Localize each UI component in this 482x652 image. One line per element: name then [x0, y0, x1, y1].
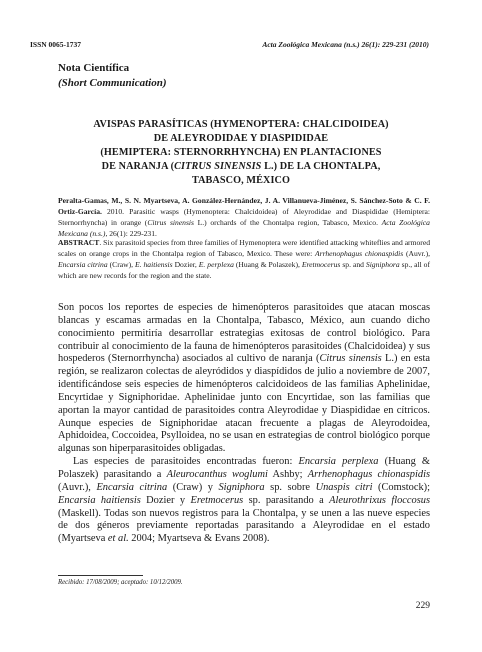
abstract: ABSTRACT. Six parasitoid species from three families of Hymenoptera were identified attacking whiteflies and armored scales on orange crops in the Chontalpa region of Tabasco, Mexico. These were: Arrhenophagus chionaspidis (Auvr.), Encarsia citrina (Craw), E. haitiensis Dozier, E. perplexa (Huang & Polaszek), Eretmocerus sp. and Signiphora sp., all of which are new records for the region and the state. — [58, 238, 431, 280]
title-line: AVISPAS PARASÍTICAS (HYMENOPTERA: CHALCIDOIDEA) — [93, 119, 389, 130]
abstract-label: ABSTRACT — [58, 238, 100, 247]
journal-name: Acta Zoológica Mexicana (n.s.) — [58, 218, 430, 238]
citation: Peralta-Gamas, M., S. N. Myartseva, A. González-Hernández, J. A. Villanueva-Jiménez, S. Sánchez-Soto & C. F. Ortiz-García. 2010. Parasitic wasps (Hymenoptera: Chalcidoidea) of Aleyrodidae and Diaspididae (Hemiptera: Sternorrhyncha) in orange (Citrus sinensis L.) orchards of the Chontalpa region, Tabasco, Mexico. Acta Zoológica Mexicana (n.s.), 26(1): 229-231. — [58, 196, 430, 238]
note-type-english: (Short Communication) — [58, 77, 167, 89]
footnote-divider — [58, 575, 143, 576]
received-dates: Recibido: 17/08/2009; aceptado: 10/12/2009. — [58, 579, 183, 586]
journal-running-header: Acta Zoológica Mexicana (n.s.) 26(1): 229-231 (2010) — [262, 40, 429, 49]
title-line: DE NARANJA (CITRUS SINENSIS L.) DE LA CHONTALPA, — [101, 161, 381, 172]
title-line: (HEMIPTERA: STERNORRHYNCHA) EN PLANTACIONES — [100, 147, 382, 158]
title-line: TABASCO, MÉXICO — [191, 175, 291, 186]
authors: Peralta-Gamas, M., S. N. Myartseva, A. González-Hernández, J. A. Villanueva-Jiménez, S. Sánchez-Soto & C. F. Ortiz-García. — [58, 196, 430, 216]
note-type-spanish: Nota Científica — [58, 62, 130, 74]
paragraph: Las especies de parasitoides encontradas fueron: Encarsia perplexa (Huang & Polaszek) parasitando a Aleurocanthus woglumi Ashby; Arrhenophagus chionaspidis (Auvr.), Encarsia citrina (Craw) y Signiphora sp. sobre Unaspis citri (Comstock); Encarsia haitiensis Dozier y Eretmocerus sp. parasitando a Aleurothrixus floccosus (Maskell). Todas son nuevos registros para la Chontalpa, y se unen a las nueve especies de dos géneros previamente reportadas parasitando a Aleyrodidae en el estado (Myartseva et al. 2004; Myartseva & Evans 2008). — [58, 456, 431, 545]
issn: ISSN 0065-1737 — [30, 40, 82, 49]
paragraph: Son pocos los reportes de especies de himenópteros parasitoides que atacan moscas blancas y escamas armadas en la Chontalpa, Tabasco, México, aun cuando dicho conocimiento permitiría desarrollar estrategias exitosas de control biológico. Para contribuir al conocimiento de la fauna de himenópteros parasitoides (Chalcidoidea) y sus hospederos (Sternorrhyncha) asociados al cultivo de naranja (Citrus sinensis L.) en esta región, se realizaron colectas de aleyródidos y diaspídidos de julio a noviembre de 2007, identificándose seis especies de himenópteros calcidoideos de las familias Aphelinidae, Encyrtidae y Signiphoridae. Aphelinidae junto con Encyrtidae, son las familias que aportan la mayor cantidad de parasitoides contra Aleyrodidae y Diaspididae en cítricos. Aunque especies de Signiphoridae atacan frecuente a plagas de Aleyrodoidea, Aphidoidea, Coccoidea, Psylloidea, no se usan en estrategias de control biológico porque algunas son hiperparasitoides obligadas. — [58, 302, 430, 455]
article-title — [40, 118, 442, 188]
body-text — [58, 302, 430, 546]
title-line: DE ALEYRODIDAE Y DIASPIDIDAE — [153, 133, 329, 144]
page-number: 229 — [415, 601, 430, 611]
